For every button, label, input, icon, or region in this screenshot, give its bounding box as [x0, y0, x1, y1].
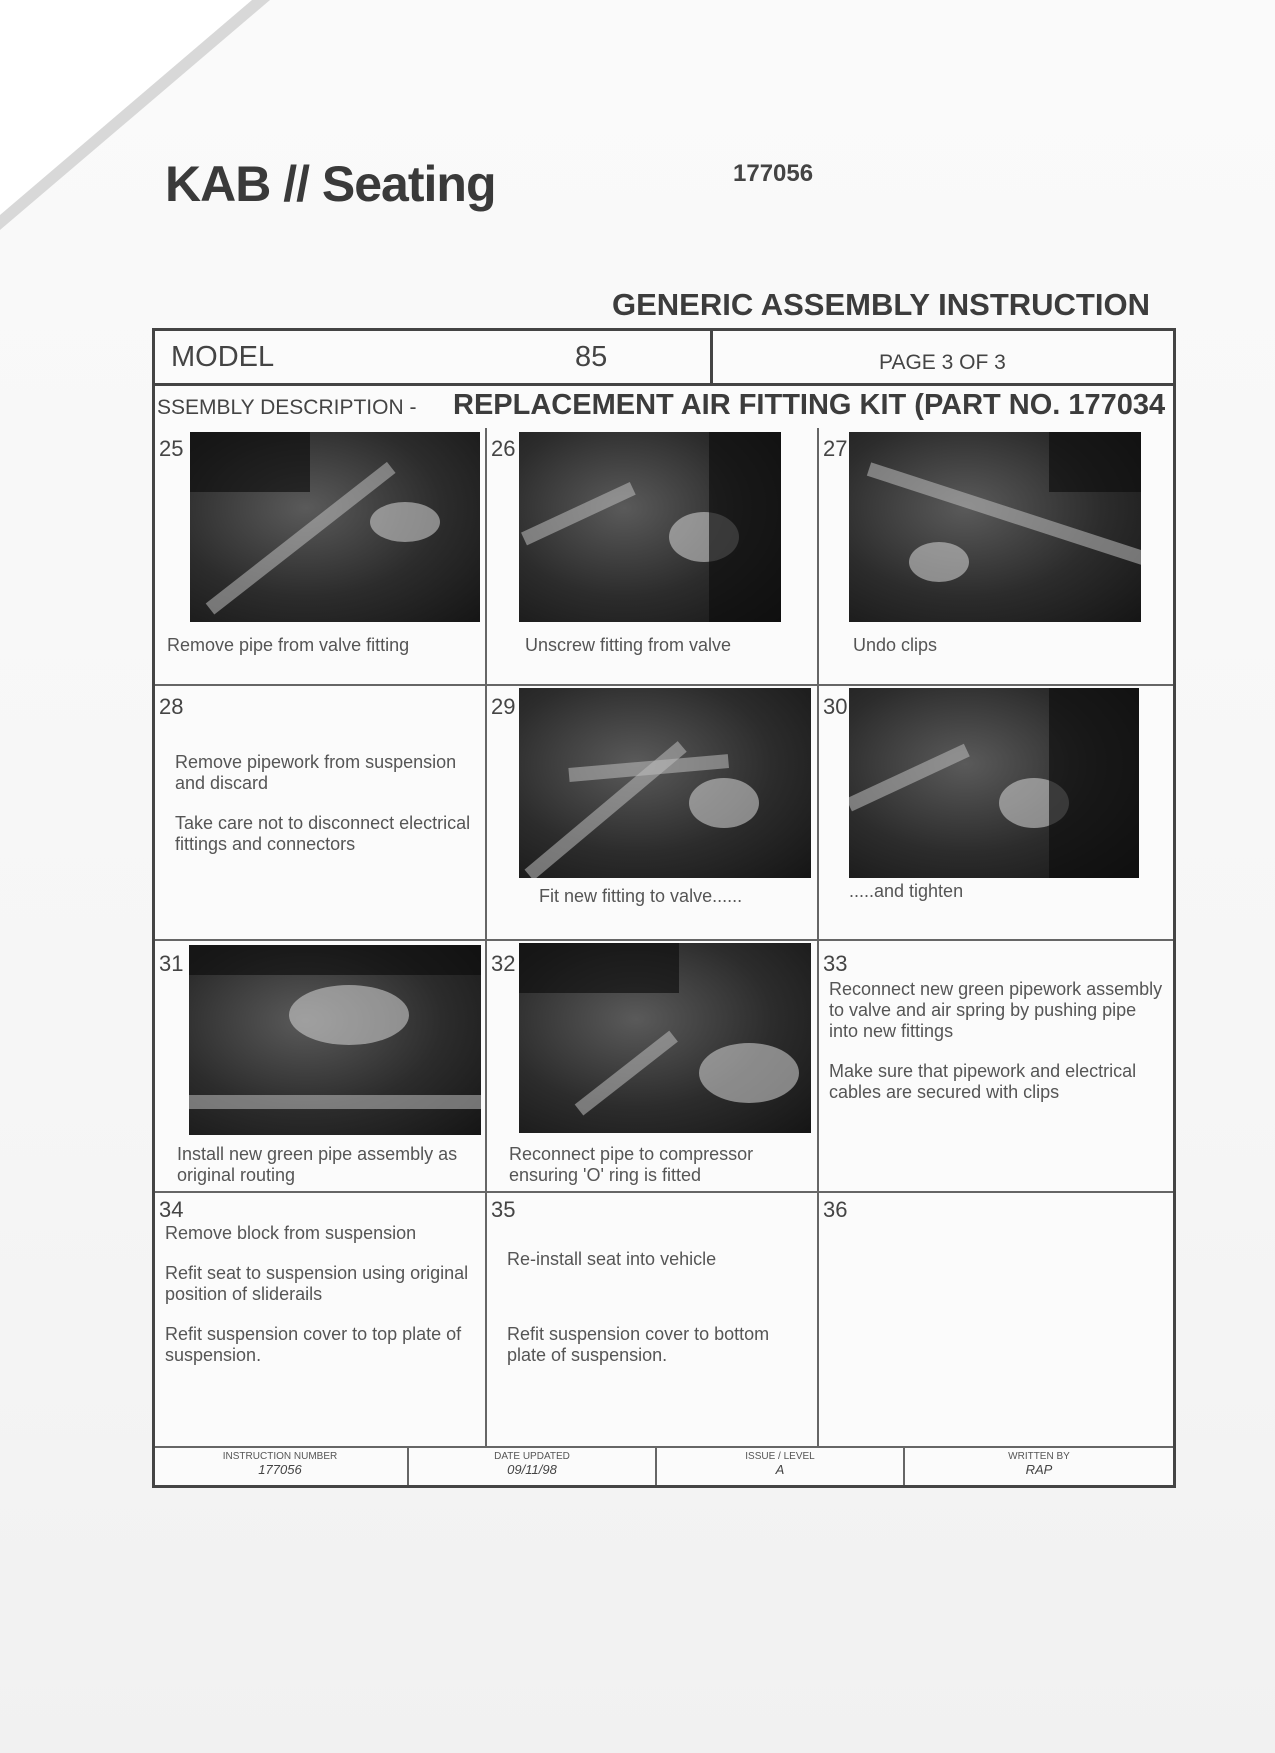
document-number: 177056	[733, 160, 814, 187]
footer-value: 177056	[258, 1462, 302, 1477]
step-number: 35	[491, 1197, 516, 1222]
step-cell	[819, 686, 1173, 939]
footer-value: 09/11/98	[507, 1462, 557, 1477]
step-caption: Reconnect pipe to compressor ensuring 'O' ring is fitted	[509, 1144, 754, 1185]
step-text: Refit suspension cover to top plate of suspension.	[165, 1324, 462, 1365]
step-text: Remove pipework from suspension and discard	[175, 752, 457, 793]
footer-label: INSTRUCTION NUMBER	[222, 1451, 338, 1462]
step-text: Re-install seat into vehicle	[507, 1249, 717, 1269]
footer-written-by	[905, 1448, 1173, 1485]
description-label: SSEMBLY DESCRIPTION -	[157, 396, 417, 419]
step-cell	[155, 1193, 485, 1545]
footer-issue-level	[657, 1448, 903, 1485]
footer-info	[155, 1446, 1173, 1485]
model-value: 85	[575, 341, 608, 373]
instruction-sheet	[152, 328, 1176, 1488]
step-caption: Remove pipe from valve fitting	[167, 635, 410, 655]
page-indicator: PAGE 3 OF 3	[879, 351, 1006, 374]
step-number: 34	[159, 1197, 184, 1222]
step-photo	[519, 943, 811, 1133]
step-cell	[487, 1193, 817, 1545]
step-number: 32	[491, 951, 516, 976]
step-text: Remove block from suspension	[165, 1223, 417, 1243]
step-number: 31	[159, 951, 184, 976]
step-number: 28	[159, 694, 184, 719]
step-photo	[189, 945, 481, 1135]
description-title: REPLACEMENT AIR FITTING KIT (PART NO. 177034	[453, 389, 1166, 421]
step-text: Make sure that pipework and electrical cables are secured with clips	[829, 1061, 1137, 1102]
footer-instruction-number	[155, 1448, 405, 1485]
step-number: 25	[159, 436, 184, 461]
footer-value: A	[775, 1462, 785, 1477]
step-photo	[190, 432, 480, 622]
step-cell	[819, 1193, 1173, 1545]
step-number: 27	[823, 436, 848, 461]
step-text: Reconnect new green pipework assembly to valve and air spring by pushing pipe into new fittings	[829, 979, 1163, 1041]
step-caption: Fit new fitting to valve......	[539, 886, 743, 906]
step-cell	[487, 428, 817, 684]
step-photo	[519, 432, 781, 622]
company-logo: KAB // Seating	[165, 156, 496, 212]
step-number: 30	[823, 694, 848, 719]
footer-date-updated	[409, 1448, 655, 1485]
model-label: MODEL	[171, 341, 275, 373]
step-cell	[487, 941, 817, 1191]
step-caption: .....and tighten	[849, 881, 964, 901]
model-divider	[710, 331, 713, 383]
step-text: Take care not to disconnect electrical fittings and connectors	[175, 813, 471, 854]
step-photo	[849, 432, 1141, 622]
step-cell	[155, 941, 485, 1191]
document-title: GENERIC ASSEMBLY INSTRUCTION	[612, 287, 1150, 322]
step-number: 29	[491, 694, 516, 719]
footer-label: WRITTEN BY	[1008, 1451, 1070, 1462]
step-cell	[155, 686, 485, 939]
step-photo	[849, 688, 1139, 878]
step-cell	[155, 428, 485, 684]
footer-label: DATE UPDATED	[494, 1451, 570, 1462]
footer-label: ISSUE / LEVEL	[745, 1451, 815, 1462]
step-cell	[819, 428, 1173, 684]
step-caption: Unscrew fitting from valve	[525, 635, 732, 655]
step-text: Refit suspension cover to bottom plate of suspension.	[507, 1324, 770, 1365]
footer-value: RAP	[1025, 1462, 1053, 1477]
step-caption: Install new green pipe assembly as original routing	[177, 1144, 458, 1185]
step-cell	[487, 686, 817, 939]
step-photo	[519, 688, 811, 878]
model-row	[155, 331, 1173, 386]
step-text: Refit seat to suspension using original position of sliderails	[165, 1263, 469, 1304]
step-cell	[819, 941, 1173, 1191]
step-number: 33	[823, 951, 848, 976]
assembly-description	[155, 386, 1173, 428]
step-number: 26	[491, 436, 516, 461]
step-number: 36	[823, 1197, 848, 1222]
step-caption: Undo clips	[853, 635, 938, 655]
